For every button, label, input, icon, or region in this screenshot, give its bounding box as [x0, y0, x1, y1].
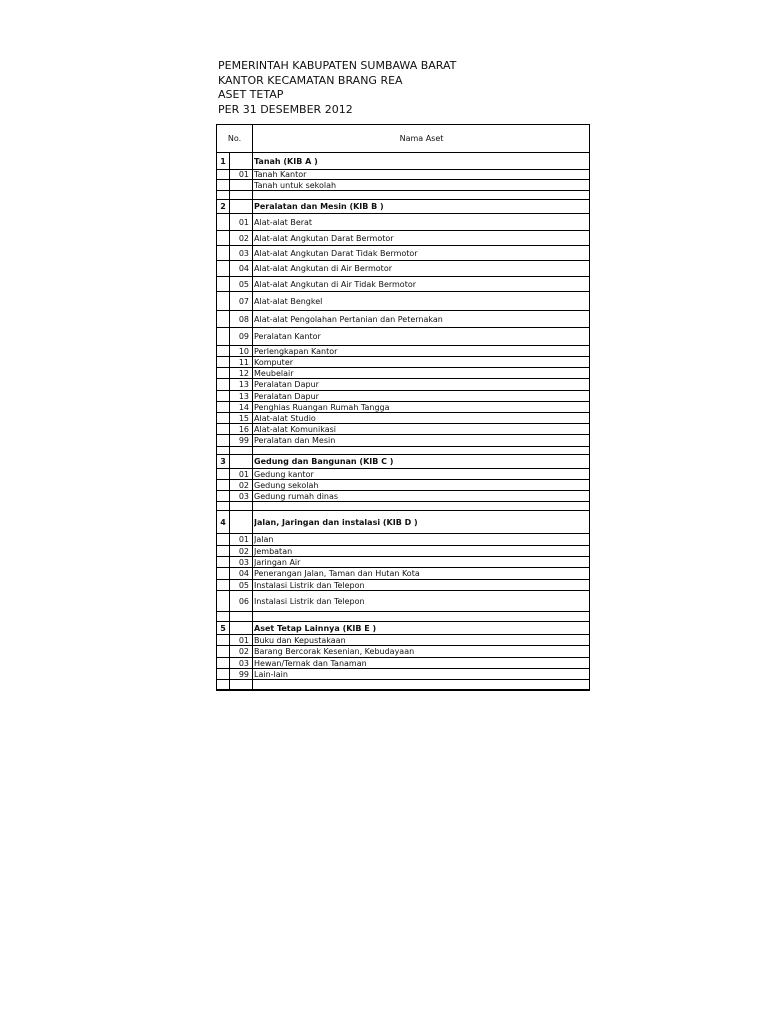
asset-code-cell: 16 [230, 424, 253, 434]
asset-name-cell: Alat-alat Angkutan Darat Tidak Bermotor [254, 248, 418, 258]
asset-code-cell: 11 [230, 357, 253, 367]
category-number-cell [217, 447, 230, 454]
asset-row [217, 635, 589, 646]
asset-name-cell: Instalasi Listrik dan Telepon [254, 596, 365, 606]
category-number-cell [217, 580, 230, 590]
asset-name-cell [254, 680, 589, 689]
asset-code-cell: 03 [230, 658, 253, 668]
asset-row [217, 591, 589, 612]
category-number-cell [217, 480, 230, 490]
empty-row [217, 502, 589, 511]
asset-code-cell [230, 200, 253, 213]
category-row [217, 200, 589, 214]
asset-name-cell: Meubelair [254, 368, 294, 378]
category-number-cell [217, 612, 230, 621]
asset-code-cell: 13 [230, 391, 253, 401]
column-header-name: Nama Aset [399, 134, 444, 143]
asset-row [217, 391, 589, 402]
asset-code-cell [230, 612, 253, 621]
category-number-cell [217, 180, 230, 190]
asset-name-cell: Alat-alat Angkutan di Air Bermotor [254, 264, 392, 273]
asset-code-cell: 02 [230, 546, 253, 556]
asset-name-cell: Gedung sekolah [254, 480, 319, 490]
asset-name-cell: Peralatan Dapur [254, 391, 319, 401]
asset-code-cell: 07 [230, 292, 253, 310]
asset-code-cell: 12 [230, 368, 253, 378]
asset-code-cell: 13 [230, 379, 253, 390]
category-row [217, 622, 589, 635]
category-number-cell [217, 680, 230, 689]
asset-name-cell: Peralatan Kantor [254, 332, 321, 341]
category-row [217, 455, 589, 469]
asset-row [217, 277, 589, 292]
asset-row [217, 357, 589, 368]
asset-name-cell: Alat-alat Pengolahan Pertanian dan Peternakan [254, 314, 443, 324]
asset-code-cell: 99 [230, 669, 253, 679]
asset-name-cell: Alat-alat Angkutan di Air Tidak Bermotor [254, 279, 417, 289]
asset-name-cell: Tanah untuk sekolah [254, 180, 337, 190]
asset-row [217, 568, 589, 580]
asset-code-cell [230, 180, 253, 190]
asset-name-cell: Alat-alat Angkutan Darat Bermotor [254, 233, 394, 243]
asset-name-cell [254, 191, 589, 199]
asset-row [217, 424, 589, 435]
empty-row [217, 191, 589, 200]
category-row [217, 511, 589, 534]
asset-row [217, 379, 589, 391]
category-number-cell [217, 534, 230, 545]
asset-row [217, 669, 589, 680]
category-number-cell [217, 277, 230, 291]
category-number-cell [217, 491, 230, 501]
asset-name-cell: Perlengkapan Kantor [254, 346, 338, 356]
asset-row [217, 546, 589, 557]
asset-name-cell [254, 447, 589, 454]
asset-name-cell: Hewan/Ternak dan Tanaman [254, 658, 367, 668]
asset-row [217, 292, 589, 311]
category-number-cell [217, 261, 230, 276]
category-number-cell [217, 469, 230, 479]
asset-name-cell: Alat-alat Bengkel [254, 296, 323, 306]
category-number-cell: 2 [217, 200, 230, 213]
asset-name-cell: Aset Tetap Lainnya (KIB E ) [254, 623, 377, 633]
header-office: KANTOR KECAMATAN BRANG REA [218, 73, 403, 87]
asset-row [217, 413, 589, 424]
empty-row [217, 680, 589, 690]
asset-code-cell: 10 [230, 346, 253, 356]
asset-name-cell: Gedung kantor [254, 469, 314, 479]
asset-name-cell: Jalan [254, 535, 274, 544]
category-number-cell [217, 424, 230, 434]
category-number-cell [217, 646, 230, 657]
asset-name-cell: Peralatan Dapur [254, 380, 319, 389]
asset-code-cell: 01 [230, 635, 253, 645]
asset-name-cell: Instalasi Listrik dan Telepon [254, 580, 365, 590]
category-number-cell: 4 [217, 511, 230, 533]
asset-row [217, 491, 589, 502]
asset-code-cell [230, 153, 253, 169]
asset-row [217, 180, 589, 191]
asset-code-cell: 14 [230, 402, 253, 412]
asset-name-cell: Gedung dan Bangunan (KIB C ) [254, 457, 394, 466]
table-header-row [217, 125, 589, 153]
asset-name-cell: Peralatan dan Mesin [254, 436, 336, 445]
category-number-cell [217, 502, 230, 510]
asset-row [217, 328, 589, 346]
category-number-cell [217, 658, 230, 668]
category-number-cell [217, 214, 230, 230]
asset-code-cell: 02 [230, 646, 253, 657]
asset-code-cell: 15 [230, 413, 253, 423]
category-number-cell [217, 546, 230, 556]
asset-row [217, 646, 589, 658]
asset-name-cell: Penghias Ruangan Rumah Tangga [254, 402, 390, 412]
asset-code-cell: 09 [230, 328, 253, 345]
category-number-cell: 1 [217, 153, 230, 169]
asset-name-cell: Lain-lain [254, 669, 288, 679]
asset-row [217, 534, 589, 546]
asset-row [217, 435, 589, 447]
asset-name-cell [254, 612, 589, 621]
asset-name-cell: Komputer [254, 357, 294, 367]
asset-row [217, 214, 589, 231]
category-number-cell [217, 435, 230, 446]
asset-row [217, 480, 589, 491]
asset-code-cell: 06 [230, 591, 253, 611]
asset-row [217, 246, 589, 261]
asset-code-cell: 03 [230, 491, 253, 501]
asset-name-cell: Alat-alat Studio [254, 413, 316, 423]
asset-name-cell: Penerangan Jalan, Taman dan Hutan Kota [254, 569, 420, 578]
asset-code-cell: 01 [230, 469, 253, 479]
category-number-cell: 5 [217, 622, 230, 634]
category-number-cell [217, 170, 230, 179]
header-date: PER 31 DESEMBER 2012 [218, 102, 353, 116]
asset-code-cell [230, 622, 253, 634]
empty-row [217, 612, 589, 622]
asset-row [217, 658, 589, 669]
asset-row [217, 580, 589, 591]
category-number-cell [217, 368, 230, 378]
asset-code-cell: 04 [230, 261, 253, 276]
asset-row [217, 557, 589, 568]
asset-name-cell: Alat-alat Komunikasi [254, 424, 337, 434]
asset-name-cell: Peralatan dan Mesin (KIB B ) [254, 202, 384, 211]
asset-row [217, 346, 589, 357]
asset-row [217, 368, 589, 379]
asset-code-cell [230, 511, 253, 533]
asset-code-cell: 03 [230, 557, 253, 567]
category-number-cell [217, 591, 230, 611]
category-number-cell [217, 231, 230, 245]
category-number-cell [217, 328, 230, 345]
asset-name-cell [254, 502, 589, 510]
category-number-cell [217, 346, 230, 356]
category-number-cell [217, 413, 230, 423]
asset-code-cell [230, 447, 253, 454]
asset-code-cell: 01 [230, 534, 253, 545]
category-row [217, 153, 589, 170]
category-number-cell [217, 191, 230, 199]
asset-code-cell: 99 [230, 435, 253, 446]
asset-row [217, 311, 589, 328]
header-title: ASET TETAP [218, 88, 284, 101]
category-number-cell: 3 [217, 455, 230, 468]
asset-name-cell: Jaringan Air [254, 557, 301, 567]
asset-name-cell: Tanah Kantor [254, 170, 307, 179]
asset-name-cell: Tanah (KIB A ) [254, 156, 318, 166]
asset-name-cell: Buku dan Kepustakaan [254, 635, 346, 645]
category-number-cell [217, 669, 230, 679]
asset-name-cell: Jalan, Jaringan dan instalasi (KIB D ) [254, 517, 418, 527]
category-number-cell [217, 568, 230, 579]
header-government: PEMERINTAH KABUPATEN SUMBAWA BARAT [218, 59, 457, 72]
asset-code-cell: 03 [230, 246, 253, 260]
category-number-cell [217, 391, 230, 401]
category-number-cell [217, 635, 230, 645]
asset-code-cell [230, 680, 253, 689]
empty-row [217, 447, 589, 455]
asset-row [217, 261, 589, 277]
asset-name-cell: Jembatan [254, 546, 293, 556]
category-number-cell [217, 292, 230, 310]
asset-code-cell: 05 [230, 580, 253, 590]
asset-code-cell [230, 502, 253, 510]
asset-row [217, 402, 589, 413]
asset-code-cell: 05 [230, 277, 253, 291]
asset-code-cell: 02 [230, 480, 253, 490]
category-number-cell [217, 557, 230, 567]
category-number-cell [217, 311, 230, 327]
asset-code-cell: 08 [230, 311, 253, 327]
asset-name-cell: Gedung rumah dinas [254, 491, 339, 501]
asset-name-cell: Barang Bercorak Kesenian, Kebudayaan [254, 647, 415, 656]
asset-row [217, 469, 589, 480]
asset-code-cell [230, 455, 253, 468]
asset-code-cell: 04 [230, 568, 253, 579]
category-number-cell [217, 357, 230, 367]
asset-code-cell: 01 [230, 170, 253, 179]
category-number-cell [217, 402, 230, 412]
asset-name-cell: Alat-alat Berat [254, 217, 313, 227]
category-number-cell [217, 246, 230, 260]
category-number-cell [217, 379, 230, 390]
asset-code-cell [230, 191, 253, 199]
asset-row [217, 170, 589, 180]
column-header-no: No. [217, 125, 253, 152]
asset-row [217, 231, 589, 246]
asset-code-cell: 02 [230, 231, 253, 245]
asset-table [216, 124, 590, 691]
asset-code-cell: 01 [230, 214, 253, 230]
document-header [218, 59, 456, 117]
